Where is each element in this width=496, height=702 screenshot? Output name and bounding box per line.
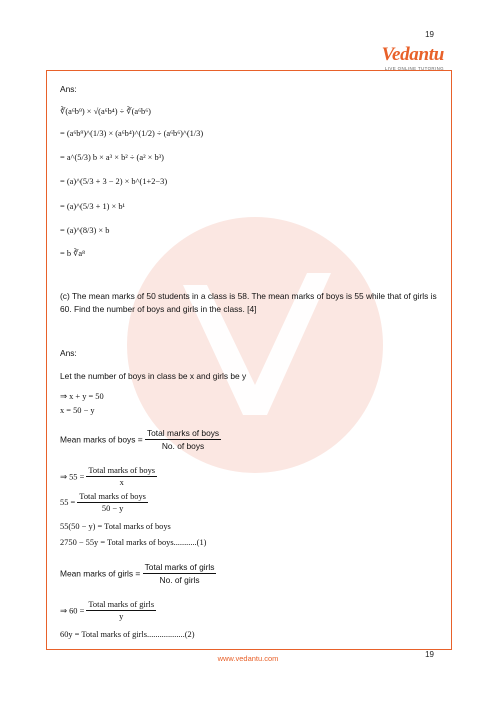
math-line-1	[60, 106, 151, 116]
logo-word: Vedantu	[381, 44, 444, 65]
math-line-6	[60, 226, 109, 235]
math-line-5	[60, 202, 125, 211]
fraction	[86, 600, 156, 621]
answer-label-2: Ans:	[60, 348, 77, 358]
math-line-2	[60, 129, 203, 138]
eq-60-over-y	[60, 600, 156, 621]
equation-sum: ⇒ x + y = 50	[60, 392, 104, 401]
answer-label-1: Ans:	[60, 84, 77, 94]
math-line-7-text: = b ∛a⁸	[60, 249, 86, 258]
mean-girls-label: Mean marks of girls =	[60, 568, 141, 579]
fraction-numerator: Total marks of boys	[79, 492, 146, 501]
fraction-numerator: Total marks of girls	[88, 600, 155, 609]
let-statement: Let the number of boys in class be x and girls be y	[60, 371, 247, 381]
mean-boys-row	[60, 428, 221, 451]
math-line-3	[60, 153, 164, 162]
mean-girls-fraction	[143, 562, 217, 585]
math-line-2-text: = (a⁶b⁹)^(1/3) × (a⁶b⁴)^(1/2) ÷ (a⁶b⁶)^(1/3)	[60, 129, 204, 138]
page-number-top: 19	[425, 30, 434, 39]
fraction-denominator: 50 − y	[101, 504, 124, 513]
eq-55-over-x	[60, 466, 157, 487]
equation-x: x = 50 − y	[60, 406, 95, 415]
mean-boys-fraction	[145, 428, 221, 451]
fraction-denominator: No. of boys	[161, 441, 205, 451]
eq-55-over-50y	[60, 492, 148, 513]
mean-girls-row	[60, 562, 216, 585]
question-c: (c) The mean marks of 50 students in a class is 58. The mean marks of boys is 55 while that of girls is 60. Find the number of boys and girls in the class. [4]	[60, 291, 437, 314]
fraction-numerator: Total marks of boys	[146, 428, 220, 438]
math-line-5-text: = (a)^(5/3 + 1) × b¹	[60, 202, 126, 211]
page-number-bottom: 19	[425, 650, 434, 659]
math-line-4-text: = (a)^(5/3 + 3 − 2) × b^(1+2−3)	[60, 177, 168, 186]
fraction	[77, 492, 148, 513]
logo-tagline: LIVE ONLINE TUTORING	[384, 66, 444, 71]
math-line-3-text: = a^(5/3) b × a³ × b² ÷ (a² × b³)	[60, 153, 164, 162]
eq-2750: 2750 − 55y = Total marks of boys...........(1)	[60, 538, 207, 547]
fraction-denominator: No. of girls	[159, 575, 200, 585]
eq-lhs: ⇒ 60 =	[60, 606, 85, 616]
eq-lhs: 55 =	[60, 498, 76, 507]
math-line-7	[60, 248, 85, 258]
math-line-1-text: ∛(a⁶b⁹) × √(a⁶b⁴) ÷ ∛(a⁶b⁶)	[60, 107, 151, 116]
eq-lhs: ⇒ 55 =	[60, 472, 85, 482]
fraction-numerator: Total marks of boys	[88, 466, 156, 475]
math-line-4	[60, 177, 167, 186]
fraction-denominator: y	[119, 612, 124, 621]
mean-boys-label: Mean marks of boys =	[60, 434, 143, 445]
eq-60y: 60y = Total marks of girls..................(2)	[60, 630, 195, 639]
fraction	[86, 466, 157, 487]
footer-website-link[interactable]: www.vedantu.com	[217, 654, 279, 663]
eq-55-times: 55(50 − y) = Total marks of boys	[60, 522, 171, 531]
math-line-6-text: = (a)^(8/3) × b	[60, 226, 110, 235]
fraction-numerator: Total marks of girls	[144, 562, 215, 572]
fraction-denominator: x	[119, 478, 124, 487]
